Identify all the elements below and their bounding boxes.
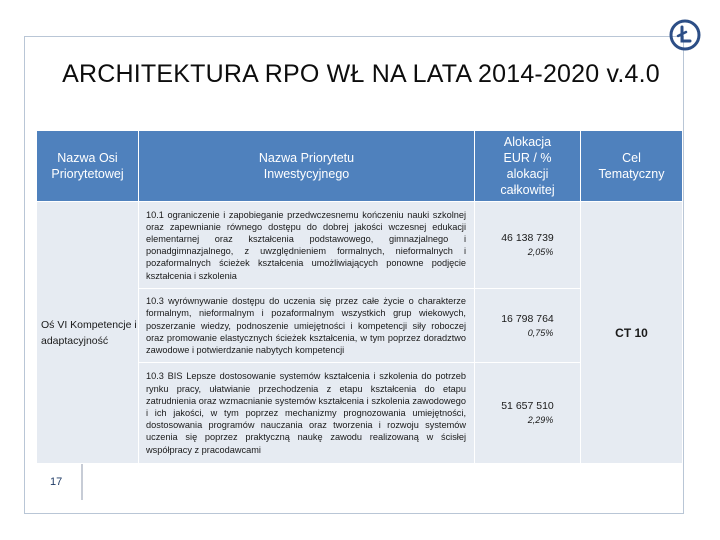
allocation-cell bbox=[475, 202, 581, 289]
thematic-goal-cell: CT 10 bbox=[581, 202, 683, 464]
allocation-percent: 2,29% bbox=[527, 415, 554, 426]
allocation-amount: 16 798 764 bbox=[501, 312, 554, 325]
table-row bbox=[37, 202, 683, 289]
allocation-amount: 51 657 510 bbox=[501, 400, 554, 413]
slide-title: ARCHITEKTURA RPO WŁ NA LATA 2014-2020 v.4.0 bbox=[62, 60, 660, 88]
allocation-percent: 0,75% bbox=[527, 327, 554, 338]
page-number-divider bbox=[81, 464, 83, 500]
header-axis: Nazwa Osi Priorytetowej bbox=[37, 131, 139, 202]
allocation-percent: 2,05% bbox=[527, 247, 554, 258]
priority-cell: 10.1 ograniczenie i zapobieganie przedwczesnemu kończeniu nauki szkolnej oraz zapewnianie równego dostępu do dobrej jakości wczesnej edukacji elementarnej oraz kształcenia podstawowego, gimnazjalnego i ponadgimnazjalnego, z uwzględnieniem formalnych, nieformalnych i pozaformalnych ścieżek kształcenia umożliwiających ponowne podjęcie kształcenia i szkolenia bbox=[139, 202, 475, 289]
allocation-cell bbox=[475, 289, 581, 363]
priority-cell: 10.3 wyrównywanie dostępu do uczenia się przez całe życie o charakterze formalnym, nieformalnym i pozaformalnym wszystkich grup wiekowych, poszerzanie wiedzy, podnoszenie umiejętności i kompetencji siły roboczej oraz promowanie elastycznych ścieżek kształcenia, w tym poprzez doradztwo zawodowe i potwierdzanie nabytych kompetencji bbox=[139, 289, 475, 363]
header-thematic-goal: Cel Tematyczny bbox=[581, 131, 683, 202]
header-priority: Nazwa Priorytetu Inwestycyjnego bbox=[139, 131, 475, 202]
page-number: 17 bbox=[50, 476, 63, 488]
axis-name-cell: Oś VI Kompetencje i adaptacyjność bbox=[37, 202, 139, 464]
priority-cell: 10.3 BIS Lepsze dostosowanie systemów kształcenia i szkolenia do potrzeb rynku pracy, ułatwianie przechodzenia z etapu kształcenia do etapu zatrudnienia oraz wzmacnianie systemów kształcenia i szkolenia zawodowego i ich jakości, w tym poprzez mechanizmy prognozowania umiejętności, dostosowania programów nauczania oraz tworzenia i rozwoju systemów uczenia się poprzez praktyczną naukę zawodu realizowaną w ścisłej współpracy z pracodawcami bbox=[139, 363, 475, 464]
table-header-row bbox=[37, 131, 683, 202]
allocation-amount: 46 138 739 bbox=[501, 232, 554, 245]
header-allocation: Alokacja EUR / % alokacji całkowitej bbox=[475, 131, 581, 202]
allocation-cell bbox=[475, 363, 581, 464]
lodz-logo-icon bbox=[668, 18, 702, 52]
architecture-table bbox=[36, 130, 682, 464]
